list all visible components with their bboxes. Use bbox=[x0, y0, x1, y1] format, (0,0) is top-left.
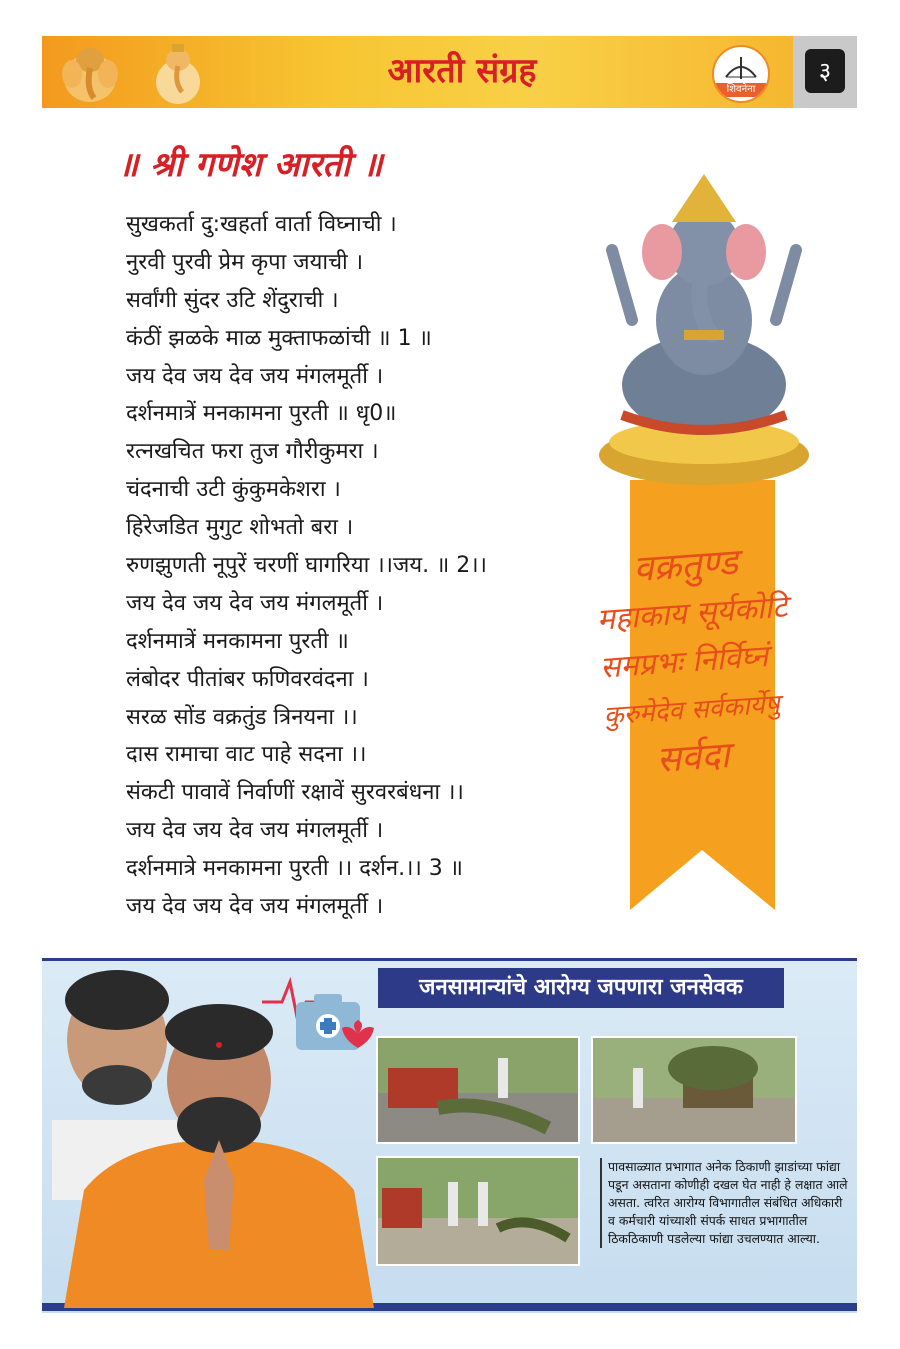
verse-line: सरळ सोंड वक्रतुंड त्रिनयना ।। bbox=[126, 704, 358, 730]
shivsena-logo bbox=[712, 45, 770, 103]
verse-line: संकटी पावावें निर्वाणीं रक्षावें सुरवरबंधना ।। bbox=[126, 780, 464, 806]
page-header bbox=[42, 36, 857, 108]
verse-line: जय देव जय देव जय मंगलमूर्ती । bbox=[126, 894, 384, 920]
verse-line: जय देव जय देव जय मंगलमूर्ती । bbox=[126, 818, 384, 844]
verse-line: रुणझुणती नूपुरें चरणीं घागरिया ।।जय. ॥ 2।। bbox=[126, 553, 487, 579]
verse-line: सुखकर्ता दु:खहर्ता वार्ता विघ्नाची । bbox=[126, 212, 397, 237]
verse-line: हिरेजडित मुगुट शोभतो बरा । bbox=[126, 515, 354, 541]
ganesh-idol-icon bbox=[592, 170, 817, 490]
verse-line: लंबोदर पीतांबर फणिवरवंदना । bbox=[126, 666, 369, 692]
ganesh-idol-icon bbox=[50, 38, 130, 108]
verse-line: कंठीं झळके माळ मुक्ताफळांची ॥ 1 ॥ bbox=[126, 325, 432, 351]
mantra-line: समप्रभः निर्विघ्नं bbox=[599, 639, 770, 686]
photo-tree-cleanup bbox=[376, 1036, 580, 1144]
ganesh-mantra bbox=[592, 532, 858, 789]
mantra-line: वक्रतुण्ड bbox=[632, 541, 740, 591]
photo-tree-cleanup bbox=[591, 1036, 797, 1144]
verse-line: नुरवी पुरवी प्रेम कृपा जयाची । bbox=[126, 249, 364, 275]
verse-line: दास रामाचा वाट पाहे सदना ।। bbox=[126, 742, 367, 768]
verse-line: दर्शनमात्रे मनकामना पुरती ।। दर्शन.।। 3 ॥ bbox=[126, 856, 463, 882]
verse-line: जय देव जय देव जय मंगलमूर्ती । bbox=[126, 363, 384, 389]
verse-line: चंदनाची उटी कुंकुमकेशरा । bbox=[126, 477, 341, 503]
mantra-line: कुरुमेदेव सर्वकार्येषु bbox=[602, 689, 781, 732]
bow-arrow-icon bbox=[714, 51, 768, 85]
ad-headline: जनसामान्यांचे आरोग्य जपणारा जनसेवक bbox=[378, 968, 784, 1008]
mantra-line: सर्वदा bbox=[655, 734, 731, 781]
medical-kit-icon bbox=[262, 962, 382, 1062]
page-number-panel bbox=[793, 36, 857, 108]
mantra-line: महाकाय सूर्यकोटि bbox=[595, 589, 789, 638]
verse-line: रत्नखचित फरा तुज गौरीकुमरा । bbox=[126, 439, 379, 465]
aarti-title: ॥ श्री गणेश आरती ॥ bbox=[118, 145, 383, 185]
ad-caption: पावसाळ्यात प्रभागात अनेक ठिकाणी झाडांच्या फांद्या पडून असताना कोणीही दखल घेत नाही हे लक्षात आले असता. त्वरित आरोग्य विभागातील संबंधित अधिकारी व कर्मचारी यांच्याशी संपर्क साधत प्रभागातील ठिकठिकाणी पडलेल्या फांद्या उचलण्यात आल्या. bbox=[600, 1158, 848, 1248]
verse-line: जय देव जय देव जय मंगलमूर्ती । bbox=[126, 590, 384, 616]
aarti-verses bbox=[126, 206, 606, 926]
logo-text: शिवनेना bbox=[714, 83, 768, 97]
header-title: आरती संग्रह bbox=[387, 51, 537, 91]
page-number: ३ bbox=[805, 49, 845, 93]
photo-tree-cleanup bbox=[376, 1156, 580, 1266]
verse-line: दर्शनमात्रें मनकामना पुरती ॥ धृ0॥ bbox=[126, 401, 397, 427]
ganesh-idol-icon bbox=[146, 38, 210, 108]
verse-line: सर्वांगी सुंदर उटि शेंदुराची । bbox=[126, 287, 339, 313]
verse-line: दर्शनमात्रें मनकामना पुरती ॥ bbox=[126, 628, 349, 654]
